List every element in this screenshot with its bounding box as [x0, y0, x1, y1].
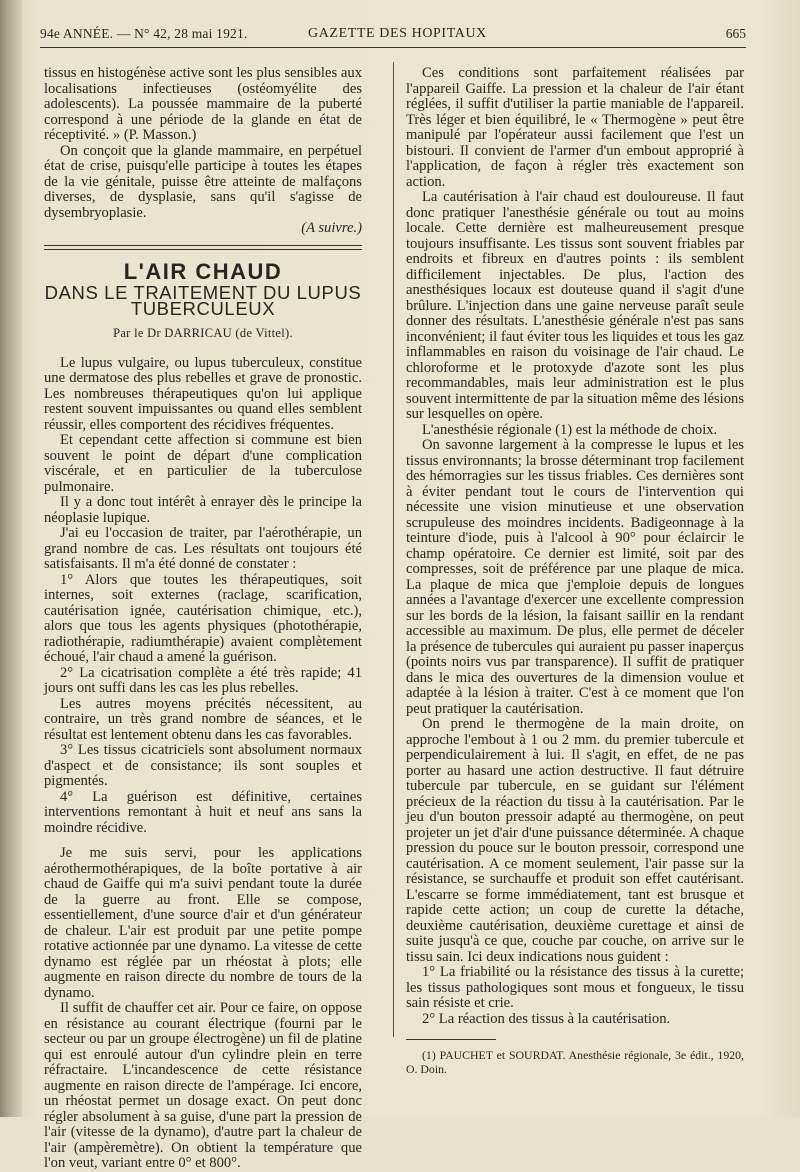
prev-article-paragraph: tissus en histogénèse active sont les plus sensibles aux localisations infectieuses (ostéomyélite des adolescents). La poussée mammaire de la puberté correspond à une période de la glande en état de réceptivité. » (P. Masson.): [44, 65, 362, 143]
article-author: Par le Dr DARRICAU (de Vittel).: [113, 326, 293, 340]
article-paragraph: Les autres moyens précités nécessitent, au contraire, un très grand nombre de séances, et le résultat est lentement obtenu dans les cas favorables.: [44, 695, 362, 743]
article-paragraph: 4° La guérison est définitive, certaines interventions remontant à huit et neuf ans sans la moindre récidive.: [44, 788, 362, 836]
article-paragraph: 2° La réaction des tissus à la cautérisation.: [422, 1010, 671, 1027]
article-paragraph: J'ai eu l'occasion de traiter, par l'aérothérapie, un grand nombre de cas. Les résultats ont toujours été satisfaisants. Il m'a été donné de constater :: [44, 525, 362, 572]
binding-edge: [0, 0, 22, 1117]
to-follow-note: (A suivre.): [301, 220, 362, 236]
footnote-rule: [406, 1039, 496, 1040]
article-paragraph: On prend le thermogène de la main droite, on approche l'embout à 1 ou 2 mm. du premier tubercule et perpendiculairement à lui. Il s'agit, en effet, de ne pas porter au hasard une action destructive. Il faut détruire tubercule par tubercule, en se guidant sur l'élément précieux de la réaction du tissu à la cautérisation. Par le jeu d'un bouton pressoir adapté au thermogène, on peut projeter un jet d'air d'une puissance déterminée. A chaque pression du pouce sur le bouton pressoir, correspond une cautérisation. A ce moment seulement, l'air passe sur la résistance, se surchauffe et produit son effet cautérisant. L'escarre se forme immédiatement, tant est brusque et rapide cette action; un coup de curette la détache, deuxième cautérisation, deuxième curettage et ainsi de suite jusqu'à ce que, couche par couche, on arrive sur le tissu sain. Ici deux indications nous guident :: [406, 716, 744, 965]
article-paragraph: 1° Alors que toutes les thérapeutiques, soit internes, soit externes (raclage, scarification, cautérisation ignée, cautérisation chimique, etc.), alors que tous les agents physiques (photothérapie, radiothérapie, radiumthérapie) avaient complètement échoué, l'air chaud a amené la guérison.: [44, 571, 362, 665]
journal-title: GAZETTE DES HOPITAUX: [308, 26, 487, 41]
header-rule: [40, 47, 746, 48]
right-column: [406, 66, 744, 1076]
to-follow-line: [44, 221, 362, 237]
page-number: 665: [725, 26, 746, 41]
article-separator: [44, 245, 362, 250]
article-paragraph: On savonne largement à la compresse le lupus et les tissus environnants; la brosse déterminant trop facilement des hémorragies sur les tissus friables. Ces dernières sont à éviter pendant tout le cours de l'intervention qui nécessite une vision minutieuse et une observation scrupuleuse des moindres incidents. Badigeonnage à la teinture d'iode, puis à l'alcool à 90° pour éclaircir le champ opératoire. Ce dernier est limité, soit par des compresses, soit de préférence par une plaque de mica. La plaque de mica que j'emploie depuis de longues années a l'avantage d'exercer une excellente compression sur les bords de la lésion, la faisant saillir en la rendant accessible au maximum. De plus, elle permet de déceler la présence de tubercules qui auraient pu passer inaperçus (points noirs vus par transparence). Il suffit de pratiquer dans le mica des ouvertures de la dimension voulue et adaptée à la lésion à traiter. C'est à ce moment que l'on peut pratiquer la cautérisation.: [406, 437, 744, 717]
left-column: [44, 66, 362, 1172]
prev-article-paragraph: On conçoit que la glande mammaire, en perpétuel état de crise, puisqu'elle participe à toutes les étapes de la vie génitale, puisse être atteinte de malfaçons diverses, de dysplasie, sans qu'il s'agisse de dysembryoplasie.: [44, 142, 362, 221]
article-paragraph: Et cependant cette affection si commune est bien souvent le point de départ d'une complication viscérale, et en particulier de la tuberculose pulmonaire.: [44, 432, 362, 495]
issue-info: 94e ANNÉE. — N° 42, 28 mai 1921.: [40, 26, 248, 41]
footnote: (1) PAUCHET et SOURDAT. Anesthésie régionale, 3e édit., 1920, O. Doin.: [406, 1048, 744, 1076]
article-title: L'AIR CHAUD: [123, 258, 283, 284]
article-paragraph: Le lupus vulgaire, ou lupus tuberculeux, constitue une dermatose des plus rebelles et grave de pronostic. Les nombreuses thérapeutiques qu'on lui applique restent souvent impuissantes ou quand elles semblent réussir, elles comportent des récidives fréquentes.: [44, 354, 362, 433]
article-paragraph: Ces conditions sont parfaitement réalisées par l'appareil Gaiffe. La pression et la chaleur de l'air étant réglées, il suffit d'utiliser la partie maniable de l'appareil. Très léger et bien équilibré, le « Thermogène » peut être manipulé par l'opérateur aussi facilement que l'est un bistouri. Il convient de l'armer d'un embout approprié à l'application, de façon à régler très exactement son action.: [406, 65, 744, 190]
column-divider: [393, 62, 394, 1037]
page-header: [40, 26, 746, 44]
article-paragraph: 1° La friabilité ou la résistance des tissus à la curette; les tissus pathologiques sont mous et fongueux, le tissu sain résiste et crie.: [406, 964, 744, 1011]
article-paragraph: Je me suis servi, pour les applications aérothermothérapiques, de la boîte portative à air chaud de Gaiffe qui m'a suivi pendant toute la durée de la guerre au front. Elle se compose, essentiellement, d'une source d'air et d'un générateur de chaleur. L'air est produit par une petite pompe rotative actionnée par une dynamo. La vitesse de cette dynamo est réglée par un rhéostat à plots; elle augmente en raison directe du nombre de tours de la dynamo.: [44, 845, 362, 1001]
article-paragraph: Il suffit de chauffer cet air. Pour ce faire, on oppose en résistance au courant électrique (fourni par le secteur ou par un groupe électrogène) un fil de platine qui est enroulé autour d'un cylindre plein en terre réfractaire. L'incandescence de cette résistance augmente en raison directe de l'ampérage. Ici encore, un rhéostat permet un dosage exact. On peut donc régler absolument à sa guise, d'une part la pression de l'air (vitesse de la dynamo), d'autre part la chaleur de l'air (ampèremètre). On obtient la température que l'on veut, variant entre 0° et 800°.: [44, 1000, 362, 1171]
article-paragraph: La cautérisation à l'air chaud est douloureuse. Il faut donc pratiquer l'anesthésie générale ou tout au moins locale. Cette dernière est malheureusement presque toujours insuffisante. Les tissus sont souvent friables par endroits et fibreux en d'autres points : ils semblent difficilement injectables. De plus, l'action des anesthésiques locaux est douteuse quand il s'agit d'une brûlure. L'injection dans une gaine nerveuse paraît seule donner des résultats. L'anesthésie générale n'est pas sans inconvénient; il faut éviter tous les liquides et tous les gaz inflammables en raison du voisinage de l'air chaud. Le chloroforme et le protoxyde d'azote sont les plus recommandables, mais leur administration est le plus souvent intermittente de par la situation même des lésions sur lesquelles on opère.: [406, 189, 745, 422]
article-paragraph: 2° La cicatrisation complète a été très rapide; 41 jours ont suffi dans les cas les plus rebelles.: [44, 664, 362, 696]
article-subtitle: DANS LE TRAITEMENT DU LUPUS TUBERCULEUX: [44, 282, 362, 319]
article-paragraph: L'anesthésie régionale (1) est la méthode de choix.: [422, 421, 718, 438]
article-paragraph: 3° Les tissus cicatriciels sont absolument normaux d'aspect et de consistance; ils sont souples et pigmentés.: [44, 742, 362, 789]
article-paragraph: Il y a donc tout intérêt à enrayer dès le principe la néoplasie lupique.: [44, 494, 362, 526]
